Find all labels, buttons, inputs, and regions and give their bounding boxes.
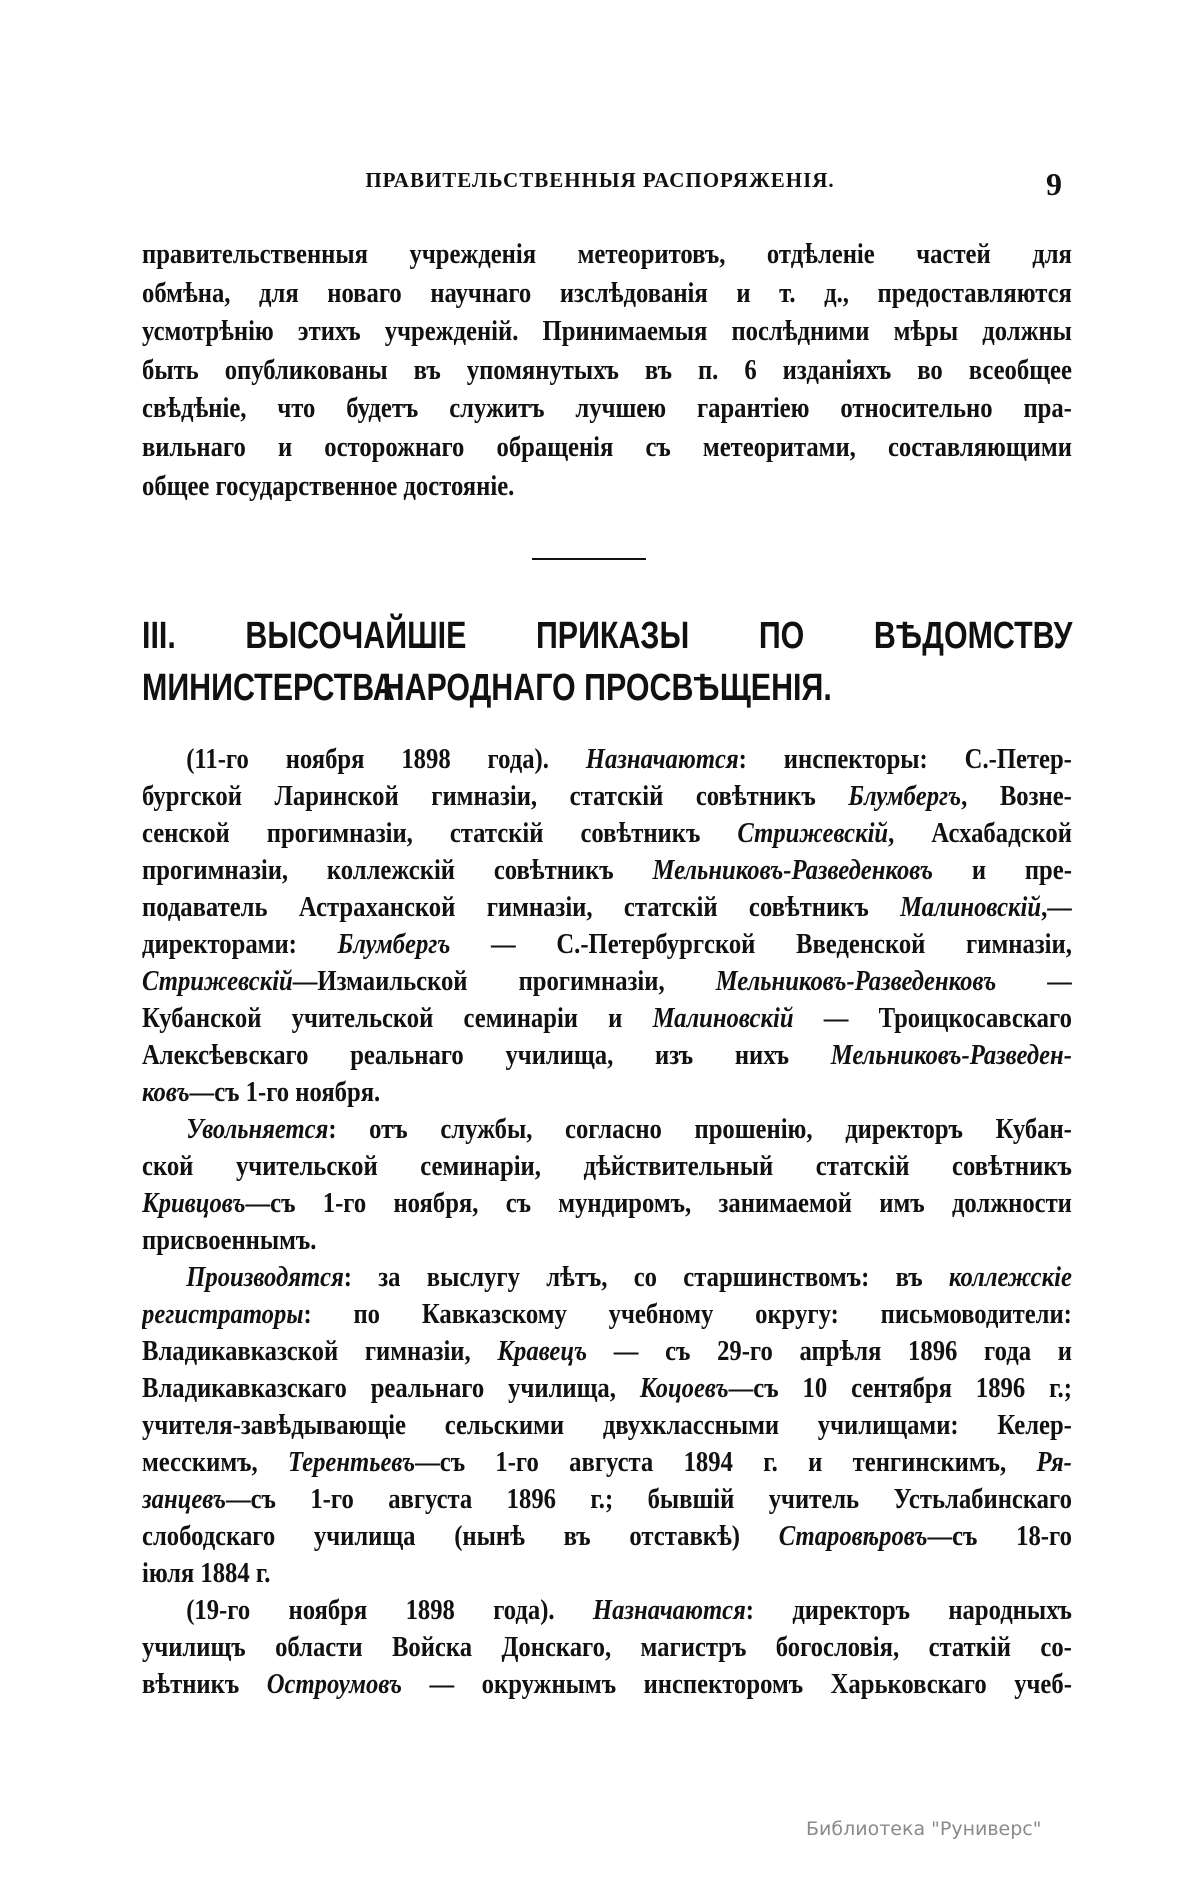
text-segment: Владикавказской гимназіи, (142, 1335, 498, 1367)
text-segment: —съ 1-го августа 1896 г.; бывшій учитель Устьлабинскаго (225, 1483, 1072, 1515)
text-line (142, 1074, 1072, 1111)
text-line (142, 1259, 1072, 1296)
italic-name-segment: ковъ (142, 1076, 190, 1108)
text-line (142, 778, 1072, 815)
italic-name-segment: Ря- (1036, 1446, 1072, 1478)
text-segment: —Измаильской прогимназіи, (292, 965, 716, 997)
italic-name-segment: Кривцовъ (142, 1187, 246, 1219)
text-segment: подаватель Астраханской гимназіи, статскій совѣтникъ (142, 891, 901, 923)
text-line (142, 1518, 1072, 1555)
text-line (142, 389, 1072, 428)
text-segment: свѣдѣніе, что будетъ служитъ лучшею гарантіею относительно пра- (142, 392, 1072, 425)
italic-name-segment: Блумбергъ (337, 928, 451, 960)
text-segment: —съ 18-го (927, 1520, 1072, 1552)
text-line (142, 235, 1072, 274)
text-segment: : директоръ народныхъ (745, 1594, 1072, 1626)
text-segment: общее государственное достояніе. (142, 469, 515, 502)
text-segment: —съ 1-го августа 1894 г. и тенгинскимъ, (415, 1446, 1037, 1478)
text-line (142, 815, 1072, 852)
text-segment: сенской прогимназіи, статскій совѣтникъ (142, 817, 738, 849)
text-segment: вѣтникъ (142, 1668, 267, 1700)
text-segment: (11-го ноября 1898 года). (186, 743, 586, 775)
italic-name-segment: Старовѣровъ (778, 1520, 928, 1552)
italic-name-segment: Назначаются (592, 1594, 746, 1626)
text-line (142, 1370, 1072, 1407)
text-segment: Кубанской учительской семинаріи и (142, 1002, 653, 1034)
text-segment: іюля 1884 г. (142, 1557, 271, 1589)
text-line (142, 1185, 1072, 1222)
text-segment: — (996, 965, 1072, 997)
text-segment: — Троицкосавскаго (793, 1002, 1072, 1034)
text-line (142, 274, 1072, 313)
text-line (142, 1666, 1072, 1703)
text-segment: : по Кавказскому учебному округу: письмоводители: (303, 1298, 1072, 1330)
text-segment: : инспекторы: С.-Петер- (738, 743, 1072, 775)
text-line (142, 1555, 1072, 1592)
italic-name-segment: Малиновскій (900, 891, 1042, 923)
text-line (142, 1222, 1072, 1259)
section-heading (142, 610, 1072, 714)
italic-name-segment: Стрижевскій (142, 965, 293, 997)
text-segment: ,— (1041, 891, 1072, 923)
text-segment: — С.-Петербургской Введенской гимназіи, (450, 928, 1072, 960)
text-segment: быть опубликованы въ упомянутыхъ въ п. 6 изданіяхъ во всеобщее (142, 353, 1072, 386)
italic-name-segment: Мельниковъ-Разведенковъ (715, 965, 997, 997)
text-segment: директорами: (142, 928, 338, 960)
text-segment: правительственныя учрежденія метеоритовъ, отдѣленіе частей для (142, 238, 1072, 270)
italic-name-segment: Назначаются (585, 743, 739, 775)
text-line (142, 428, 1072, 467)
text-segment: , Возне- (961, 780, 1072, 812)
text-segment: , Асхабадской (888, 817, 1072, 849)
text-segment: —съ 1-го ноября. (189, 1076, 381, 1108)
text-segment: присвоеннымъ. (142, 1224, 317, 1256)
text-line (142, 852, 1072, 889)
italic-name-segment: Малиновскій (652, 1002, 794, 1034)
italic-name-segment: Терентьевъ (287, 1446, 416, 1478)
italic-name-segment: занцевъ (142, 1483, 226, 1515)
text-segment: : за выслугу лѣтъ, со старшинствомъ: въ (343, 1261, 949, 1293)
page-number: 9 (1046, 166, 1062, 202)
text-line (142, 1333, 1072, 1370)
text-segment: месскимъ, (142, 1446, 288, 1478)
section-divider (532, 558, 646, 560)
text-line (142, 1148, 1072, 1185)
text-segment: и пре- (932, 854, 1072, 886)
section-heading-line-1: III. ВЫСОЧАЙШІЕ ПРИКАЗЫ ПО ВѢДОМСТВУ МИНИСТЕРСТВА (142, 615, 1073, 709)
text-line (142, 926, 1072, 963)
text-segment: (19-го ноября 1898 года). (186, 1594, 593, 1626)
text-segment: вильнаго и осторожнаго обращенія съ метеоритами, составляющими (142, 430, 1072, 463)
text-segment: усмотрѣнію этихъ учрежденій. Принимаемыя послѣдними мѣры должны (142, 315, 1072, 348)
italic-name-segment: коллежскіе (948, 1261, 1072, 1293)
text-line (142, 351, 1072, 390)
text-line (142, 1037, 1072, 1074)
italic-name-segment: Увольняется (186, 1113, 329, 1145)
text-segment: училищъ области Войска Донскаго, магистръ богословія, статкій со- (142, 1631, 1072, 1663)
text-line (142, 467, 1072, 506)
text-line (142, 741, 1072, 778)
text-segment: Алексѣевскаго реальнаго училища, изъ нихъ (142, 1039, 831, 1071)
italic-name-segment: регистраторы (142, 1298, 304, 1330)
text-line (142, 963, 1072, 1000)
text-segment: — съ 29-го апрѣля 1896 года и (587, 1335, 1072, 1367)
italic-name-segment: Коцоевъ (639, 1372, 729, 1404)
italic-name-segment: Кравецъ (497, 1335, 588, 1367)
text-segment: : отъ службы, согласно прошенію, директоръ Кубан- (328, 1113, 1072, 1145)
text-line (142, 1629, 1072, 1666)
text-segment: обмѣна, для новаго научнаго изслѣдованія и т. д., предоставляются (142, 276, 1072, 309)
italic-name-segment: Блумбергъ (848, 780, 962, 812)
italic-name-segment: Производятся (186, 1261, 344, 1293)
text-segment: —съ 1-го ноября, съ мундиромъ, занимаемой имъ должности (245, 1187, 1072, 1219)
text-line (142, 1407, 1072, 1444)
text-line (142, 1592, 1072, 1629)
text-segment: слободскаго училища (нынѣ въ отставкѣ) (142, 1520, 779, 1552)
text-segment: —съ 10 сентября 1896 г.; (728, 1372, 1072, 1404)
text-line (142, 1444, 1072, 1481)
library-watermark: Библиотека "Руниверс" (806, 1818, 1042, 1840)
text-segment: — окружнымъ инспекторомъ Харьковскаго учеб- (402, 1668, 1072, 1700)
running-head: ПРАВИТЕЛЬСТВЕННЫЯ РАСПОРЯЖЕНІЯ. (365, 168, 835, 192)
text-segment: ской учительской семинаріи, дѣйствительный статскій совѣтникъ (142, 1150, 1072, 1182)
italic-name-segment: Остроумовъ (266, 1668, 403, 1700)
top-paragraph (142, 235, 1072, 505)
italic-name-segment: Мельниковъ-Разведенковъ (652, 854, 933, 886)
text-segment: прогимназіи, коллежскій совѣтникъ (142, 854, 653, 886)
text-line (142, 1296, 1072, 1333)
text-line (142, 1481, 1072, 1518)
text-segment: учителя-завѣдывающіе сельскими двухклассными училищами: Келер- (142, 1409, 1072, 1441)
decree-body (142, 741, 1072, 1703)
text-line (142, 1000, 1072, 1037)
text-segment: бургской Ларинской гимназіи, статскій совѣтникъ (142, 780, 849, 812)
text-segment: Владикавказскаго реальнаго училища, (142, 1372, 640, 1404)
section-heading-line-2: НАРОДНАГО ПРОСВѢЩЕНІЯ. (382, 667, 832, 709)
text-line (142, 312, 1072, 351)
italic-name-segment: Мельниковъ-Разведен- (830, 1039, 1072, 1071)
italic-name-segment: Стрижевскій (737, 817, 889, 849)
text-line (142, 1111, 1072, 1148)
text-line (142, 889, 1072, 926)
